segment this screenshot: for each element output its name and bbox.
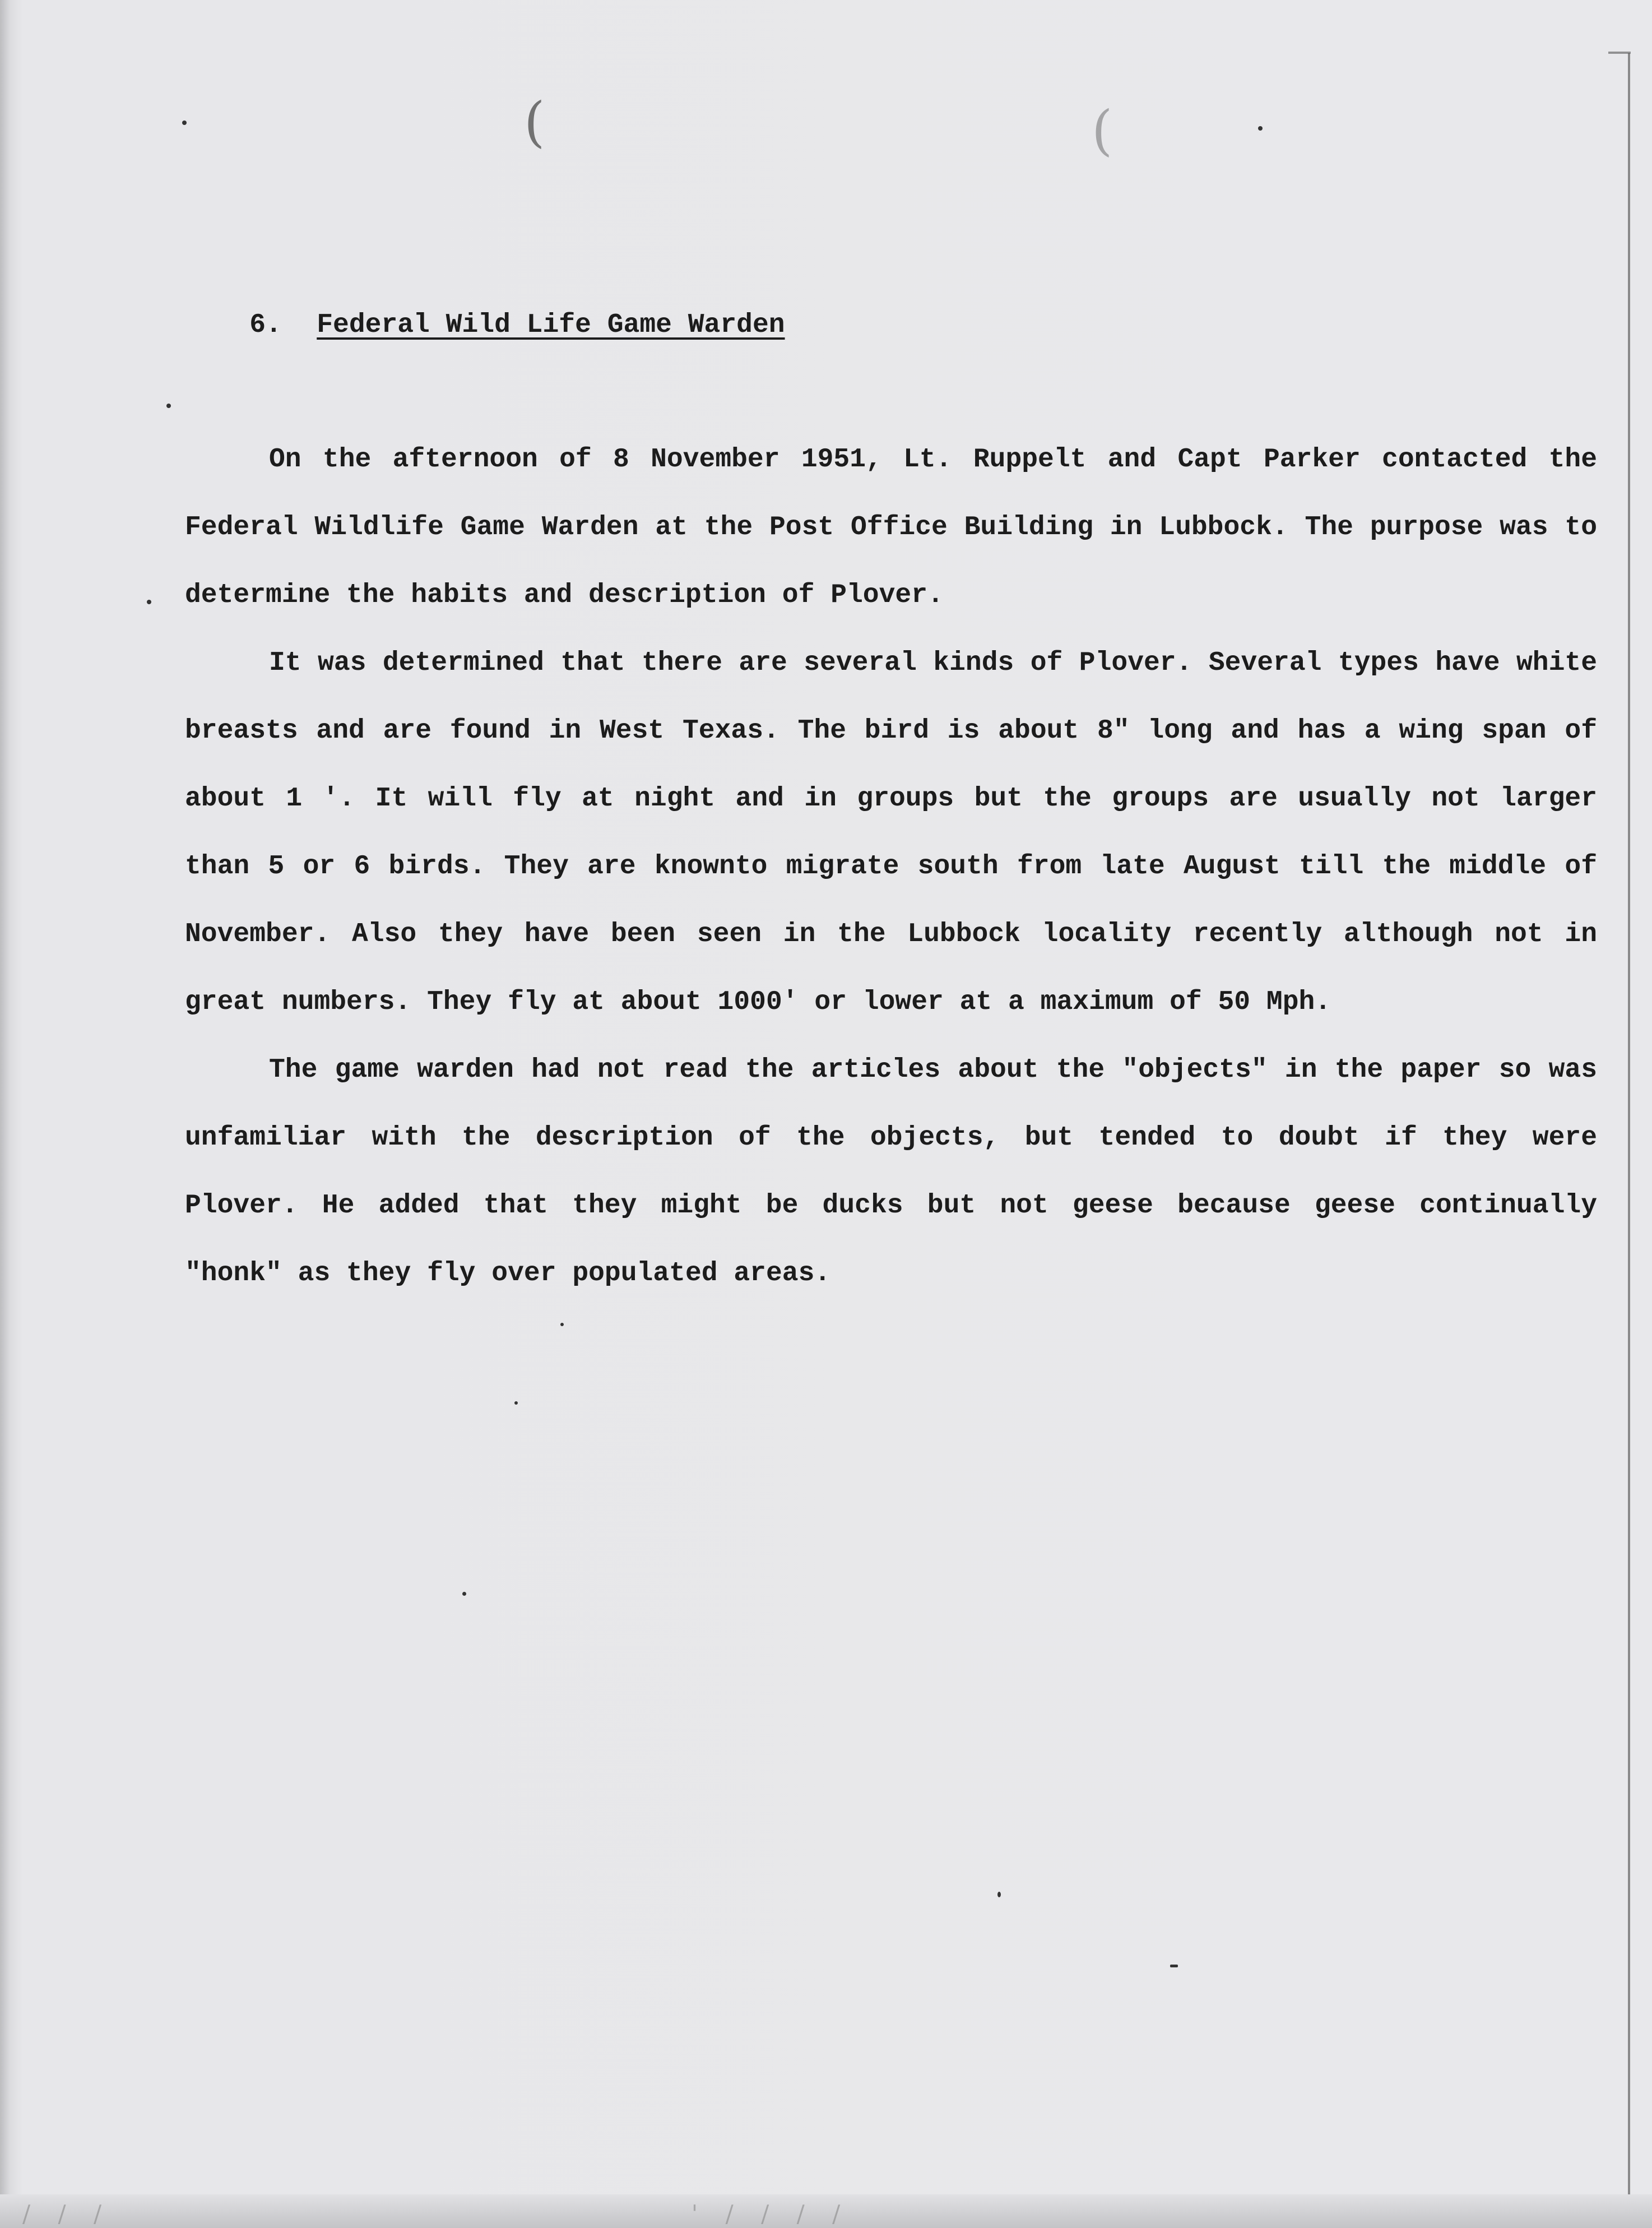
scan-speck [462, 1592, 466, 1596]
scan-speck [147, 600, 151, 604]
scan-artifact-left-paren: ( [524, 91, 545, 154]
paragraph-warden-opinion: The game warden had not read the articles about the "objects" in the paper so was unfamiliar with the description of the objects, but tended to doubt if they were Plover. He added that they might be ducks but not geese because geese continually "honk" as they fly over populated areas. [185, 1055, 1597, 1289]
page-edge-shadow [1628, 53, 1630, 2217]
scan-speck [166, 404, 171, 408]
section-title: Federal Wild Life Game Warden [317, 310, 785, 340]
memo-document [185, 258, 1597, 1308]
scan-speck [514, 1401, 518, 1405]
paragraph-plover-habits: It was determined that there are several kinds of Plover. Several types have white breasts and are found in West Texas. The bird is about 8" long and has a wing span of about 1 '. It will fly at night and in groups but the groups are usually not larger than 5 or 6 birds. They are knownto migrate south from late August till the middle of November. Also they have been seen in the Lubbock locality recently although not in great numbers. They fly at about 1000' or lower at a maximum of 50 Mph. [185, 648, 1597, 1017]
scan-speck [997, 1892, 1001, 1897]
scan-speck [182, 121, 187, 125]
paragraph-contact: On the afternoon of 8 November 1951, Lt. Ruppelt and Capt Parker contacted the Federal Wildlife Game Warden at the Post Office Building in Lubbock. The purpose was to determine the habits and description of Plover. [185, 444, 1597, 610]
scan-speck [1170, 1965, 1178, 1967]
section-number: 6. [249, 310, 282, 340]
scan-speck [1258, 126, 1263, 131]
scan-bottom-marks: / / / ' / / / / [22, 2200, 851, 2227]
page-edge-corner [1608, 52, 1631, 54]
scan-speck [560, 1323, 564, 1326]
section-heading [185, 258, 1597, 392]
scan-artifact-right-paren: ( [1092, 99, 1113, 162]
